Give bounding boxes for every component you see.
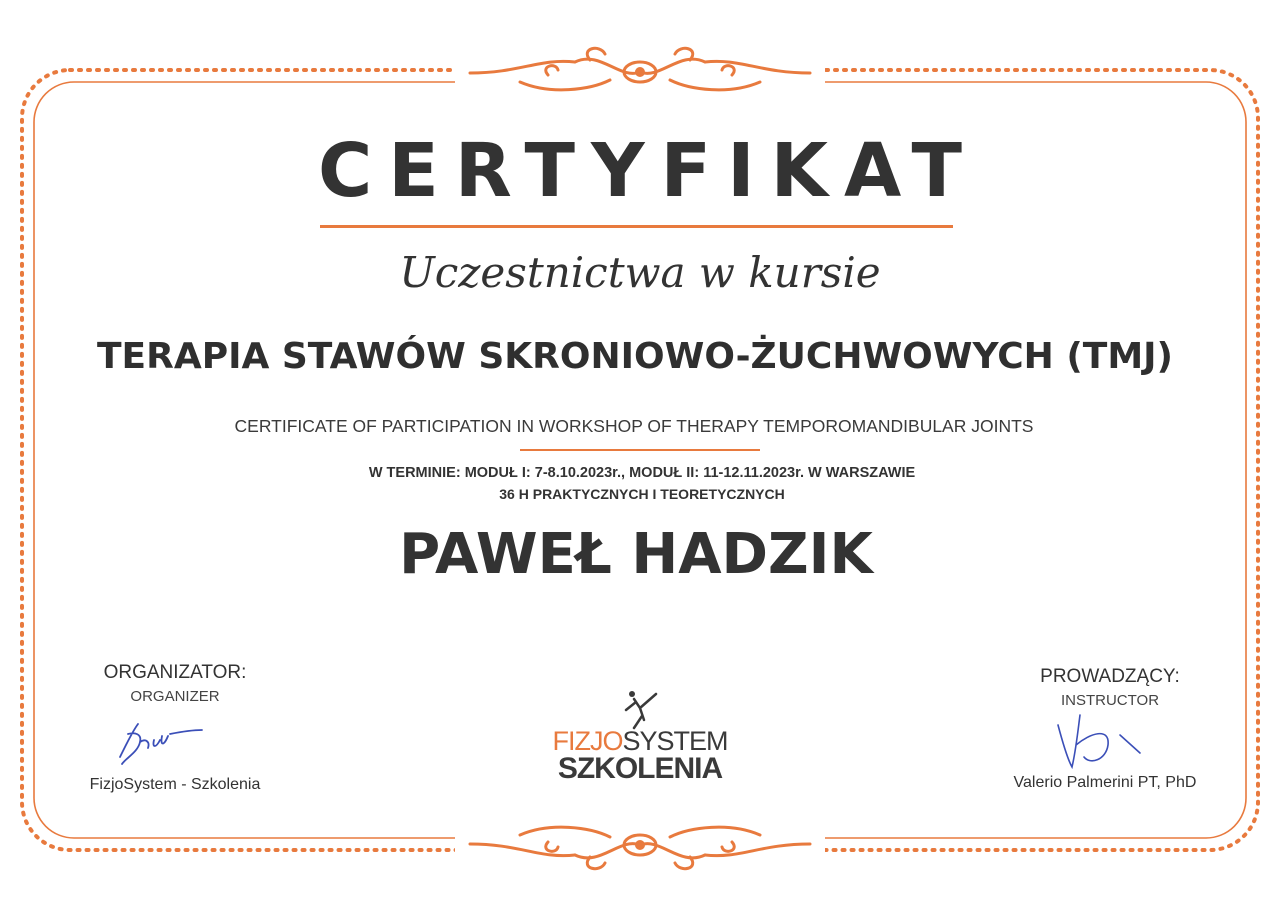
- course-dates: W TERMINIE: MODUŁ I: 7-8.10.2023r., MODUŁ II: 11-12.11.2023r. W WARSZAWIE: [368, 465, 916, 481]
- course-english-underline: [520, 449, 760, 451]
- course-name: TERAPIA STAWÓW SKRONIOWO-ŻUCHWOWYCH (TMJ): [96, 336, 1174, 377]
- participant-name: PAWEŁ HADZIK: [399, 522, 873, 587]
- running-figure-icon: [620, 686, 664, 730]
- organizer-block: [70, 662, 280, 705]
- organizer-signature: [110, 712, 210, 772]
- course-name-english: CERTIFICATE OF PARTICIPATION IN WORKSHOP OF THERAPY TEMPOROMANDIBULAR JOINTS: [234, 416, 1034, 436]
- certificate-subtitle: Uczestnictwa w kursie: [399, 248, 881, 297]
- instructor-label-en: INSTRUCTOR: [1060, 692, 1160, 709]
- organizer-label-en: ORGANIZER: [130, 688, 220, 705]
- fizjosystem-logo: [540, 686, 740, 796]
- course-hours: 36 H PRAKTYCZNYCH I TEORETYCZNYCH: [499, 486, 785, 502]
- organizer-name: FizjoSystem - Szkolenia: [89, 776, 261, 793]
- instructor-block: [1010, 666, 1210, 709]
- logo-fizjo: FIZJO: [552, 726, 623, 756]
- logo-text-line2: SZKOLENIA: [557, 752, 723, 785]
- organizer-label: ORGANIZATOR:: [103, 662, 247, 683]
- instructor-label: PROWADZĄCY:: [1040, 666, 1180, 687]
- instructor-signature: [1050, 705, 1150, 775]
- title-underline: [320, 225, 953, 228]
- instructor-name: Valerio Palmerini PT, PhD: [1013, 774, 1197, 791]
- logo-system: SYSTEM: [622, 726, 728, 756]
- certificate-title: CERTYFIKAT: [317, 128, 978, 214]
